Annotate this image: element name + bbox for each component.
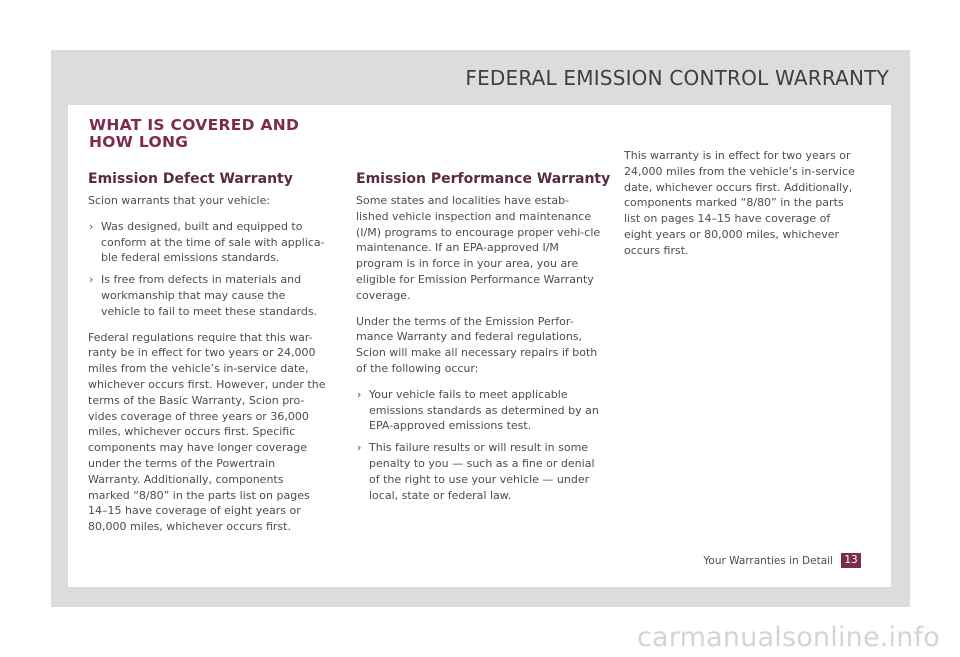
emission-defect-body: Federal regulations require that this war-ranty be in effect for two years or 24,000 miles from the vehicle’s in-service date, whichever occurs first. However, under the terms of the Basic Warranty, Scion pro-vides coverage of three years or 36,000 miles, whichever occurs first. Specific components may have longer coverage under the terms of the Powertrain Warranty. Additionally, components marked “8/80” in the parts list on pages 14–15 have coverage of eight years or 80,000 miles, whichever occurs first.	[88, 330, 326, 534]
column-warranty-term	[624, 148, 859, 269]
emission-defect-intro: Scion warrants that your vehicle:	[88, 194, 271, 207]
list-item: › Is free from defects in materials and workmanship that may cause the vehicle to fail to meet these standards.	[88, 272, 328, 319]
content-panel	[68, 105, 891, 587]
warranty-term-para: This warranty is in effect for two years or 24,000 miles from the vehicle’s in-service date, whichever occurs first. Additionally, components marked “8/80” in the parts list on pages 14–15 have coverage of eight years or 80,000 miles, whichever occurs first.	[624, 149, 855, 257]
emission-performance-list	[356, 387, 601, 504]
section-title-line2: HOW LONG	[89, 133, 189, 151]
list-item: › Your vehicle fails to meet applicable emissions standards as determined by an EPA-approved emissions test.	[356, 387, 601, 434]
emission-performance-heading: Emission Performance Warranty	[356, 171, 611, 187]
emission-performance-para2: Under the terms of the Emission Perfor-mance Warranty and federal regulations, Scion will make all necessary repairs if both of the following occur:	[356, 314, 598, 375]
page-number: 13	[841, 553, 861, 568]
page-footer	[703, 553, 861, 568]
emission-performance-para1: Some states and localities have estab-lished vehicle inspection and maintenance (I/M) programs to encourage proper vehi-cle maintenance. If an EPA-approved I/M program is in force in your area, you are eligible for Emission Performance Warranty coverage.	[356, 194, 601, 302]
page-frame	[51, 50, 910, 607]
list-item: › Was designed, built and equipped to conform at the time of sale with applica-ble federal emissions standards.	[88, 219, 328, 266]
emission-defect-heading: Emission Defect Warranty	[88, 171, 293, 187]
footer-label: Your Warranties in Detail	[703, 554, 833, 567]
column-emission-defect	[88, 171, 328, 545]
column-emission-performance	[356, 171, 611, 513]
page-header-title: FEDERAL EMISSION CONTROL WARRANTY	[465, 66, 889, 90]
section-title	[89, 117, 299, 151]
list-item: › This failure results or will result in some penalty to you — such as a fine or denial of the right to use your vehicle — under local, state or federal law.	[356, 440, 601, 503]
watermark: carmanualsonline.info	[637, 622, 940, 653]
emission-defect-list	[88, 219, 328, 320]
section-title-line1: WHAT IS COVERED AND	[89, 116, 300, 134]
